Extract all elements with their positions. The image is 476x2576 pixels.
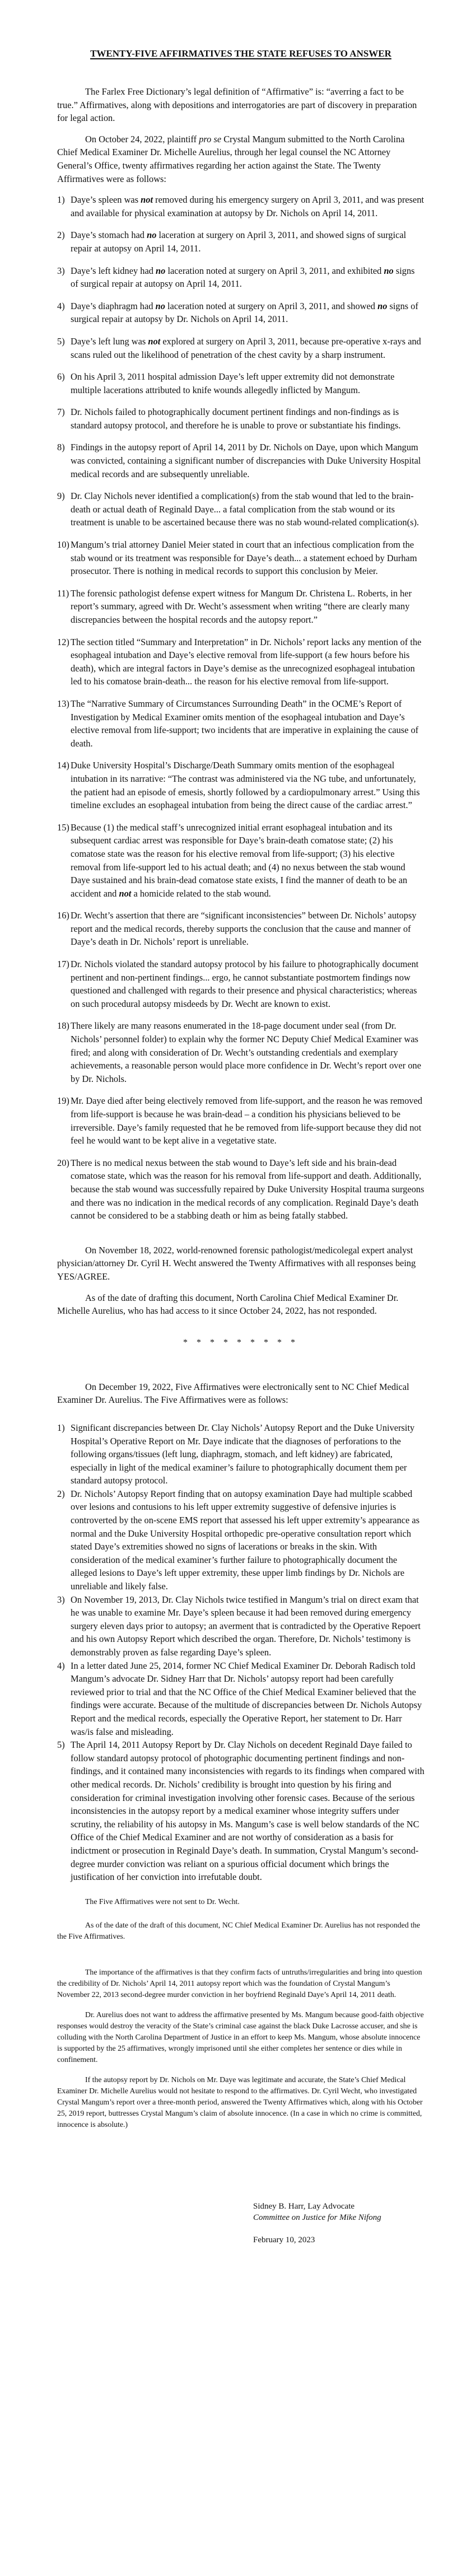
list-item — [57, 228, 424, 255]
spacer — [57, 2139, 424, 2201]
emphasis-text: no — [147, 230, 157, 241]
list-item — [57, 587, 424, 627]
list-item-text — [71, 336, 421, 360]
list-item-number: 19) — [57, 1095, 69, 1107]
emphasis-text: no — [156, 265, 166, 276]
list-item-number: 10) — [57, 539, 69, 550]
list-item — [57, 697, 424, 750]
twenty-affirmatives-list — [57, 193, 424, 1222]
list-item — [57, 821, 424, 900]
text-span: Dr. Nichols’ Autopsy Report finding that on autopsy examination Daye had multiple scabbed over lesions and contusions to his left upper extremity suggestive of defensive injuries is controverted by the on-scene EMS report that assessed his left upper extremity’s appearance as normal and the Duke University Hospital orthopedic pre-operative consultation report which stated Daye’s extremities showed no signs of lacerations or breaks in the skin. With consideration of the medical examiner’s further failure to photographically document the alleged lesions to Daye’s left upper extremity, these upper limb findings by Dr. Nichols are unreliable and likely false. — [71, 1488, 420, 1592]
no-response-paragraph: As of the date of drafting this document, North Carolina Chief Medical Examiner Dr. Michelle Aurelius, who has had access to it since October 24, 2022, has not responded. — [57, 1292, 399, 1317]
text-span: The section titled “Summary and Interpretation” in Dr. Nichols’ report lacks any mention of the esophageal intubation and Daye’s elective removal from life-support (a few hours before his death), which are integral factors in Daye’s demise as the unrecognized esophageal intubation led to his comatose brain-death... the reason for his elective removal from life-support. — [71, 636, 422, 687]
list-item-text — [71, 1095, 422, 1146]
october-submission-paragraph — [57, 133, 424, 185]
not-sent-paragraph: The Five Affirmatives were not sent to Dr. Wecht. — [85, 1897, 240, 1906]
five-affirmatives-list — [57, 1421, 424, 1884]
list-item-text — [71, 959, 418, 1009]
text-span: There likely are many reasons enumerated in the 18-page document under seal (from Dr. Nichols’ personnel folder) to explain why the former NC Deputy Chief Medical Examiner was fired; and along with consideration of Dr. Wecht’s outstanding credentials and exemplary achievements, a reasonable person would place more confidence in Dr. Wecht’s report over one by Dr. Nichols. — [71, 1020, 421, 1084]
list-item-number: 1) — [57, 1422, 65, 1433]
list-item — [57, 1156, 424, 1222]
signature-date: February 10, 2023 — [253, 2235, 315, 2244]
spacer — [57, 1231, 424, 1244]
list-item — [57, 300, 424, 326]
list-item-number: 11) — [57, 587, 69, 599]
text-span: Significant discrepancies between Dr. Clay Nichols’ Autopsy Report and the Duke University Hospital’s Operative Report on Mr. Daye indicate that the diagnoses of perforations to the following organs/tissues (left lung, diaphragm, stomach, and left kidney) are fabricated, especially in light of the medical examiner’s failure to photographically document them per standard autopsy protocol. — [71, 1422, 415, 1486]
document-title: TWENTY-FIVE AFFIRMATIVES THE STATE REFUSES TO ANSWER — [90, 48, 391, 59]
list-item — [57, 1659, 424, 1739]
list-item-text — [71, 491, 419, 528]
text-span: a homicide related to the stab wound. — [131, 888, 271, 899]
list-item — [57, 538, 424, 578]
list-item — [57, 441, 424, 480]
text-span: Mr. Daye died after being electively removed from life-support, and the reason he was removed from life-support is because he was brain-dead – a condition his physicians believed to be irreversible. Daye’s family requested that he be removed from life-support because they did not feel he would want to be kept alive in a vegetative state. — [71, 1095, 423, 1146]
text-span: laceration noted at surgery on April 3, 2011, and exhibited — [165, 265, 384, 276]
list-item-text — [71, 1594, 421, 1658]
text-span: Crystal Mangum submitted to the North Carolina Chief Medical Examiner Dr. Michelle Aurelius, through her legal counsel the NC Attorney General’s Office, twenty affirmatives regarding her action against the State. The Twenty Affirmatives were as follows: — [57, 133, 405, 184]
list-item-text — [71, 371, 394, 395]
signer-organization: Committee on Justice for Mike Nifong — [253, 2213, 381, 2222]
list-item — [57, 489, 424, 529]
text-span: The “Narrative Summary of Circumstances Surrounding Death” in the OCME’s Report of Investigation by Medical Examiner omits mention of the esophageal intubation and Daye’s elective removal from life-support; two incidents that are imperative in explaining the cause of death. — [71, 698, 419, 749]
list-item — [57, 1487, 424, 1593]
list-item-text — [71, 1660, 422, 1737]
text-span: Because (1) the medical staff’s unrecognized initial errant esophageal intubation and its subsequent cardiac arrest was responsible for Daye’s brain-death comatose state; (2) his comatose state was the reason for his elective removal from life-support; (3) his elective removal from life-support led to his actual death; and (4) no nexus between the stab wound Daye sustained and his brain-dead comatose state exists, I find the manner of death to be an accident and — [71, 822, 408, 899]
text-span: Dr. Clay Nichols never identified a complication(s) from the stab wound that led to the brain-death or actual death of Reginald Daye... a fatal complication from the stab wound or its treatment is unable to be ascertained because there was no stab wound-related complication(s). — [71, 491, 419, 528]
list-item-number: 17) — [57, 959, 69, 970]
text-span: Mangum’s trial attorney Daniel Meier stated in court that an infectious complication from the stab wound or its treatment was responsible for Daye’s death... a statement echoed by Durham prosecutor. There is nothing in medical records to support this conclusion by Meier. — [71, 539, 417, 577]
text-span: On October 24, 2022, plaintiff — [85, 133, 199, 144]
list-item-text — [71, 1158, 424, 1221]
list-item — [57, 335, 424, 361]
text-span: Daye’s left kidney had — [71, 265, 156, 276]
emphasis-text: not — [141, 194, 153, 206]
list-item-text — [71, 822, 407, 899]
list-item-text — [71, 194, 424, 218]
list-item — [57, 1421, 424, 1487]
list-item-number: 16) — [57, 910, 69, 921]
text-span: In a letter dated June 25, 2014, former NC Chief Medical Examiner Dr. Deborah Radisch told Mangum’s advocate Dr. Sidney Harr that Dr. Nichols’ autopsy report had been carefully reviewed prior to trial and that the NC Office of the Chief Medical Examiner believed that the findings were accurate. Because of the multitude of discrepancies between Dr. Nichols Autopsy Report and the medical records, especially the Operative Report, her statement to Dr. Harr was/is false and misleading. — [71, 1660, 422, 1737]
list-item-number: 12) — [57, 636, 69, 647]
list-item-number: 2) — [57, 230, 65, 241]
signature-block — [253, 2201, 424, 2246]
text-span: There is no medical nexus between the stab wound to Daye’s left side and his brain-dead comatose state, which was the reason for his removal from life-support and death. Additionally, because the stab wound was successfully repaired by Duke University Hospital trauma surgeons and there was no indication in the medical records of any complication. Reginald Daye’s death cannot be considered to be a stabbing death or him as being fatally stabbed. — [71, 1157, 424, 1221]
text-span: Daye’s spleen was — [71, 194, 141, 206]
list-item-text — [71, 637, 421, 687]
text-span: Duke University Hospital’s Discharge/Death Summary omits mention of the esophageal intubation in its narrative: “The contrast was administered via the NG tube, and unfortunately, the patient had an episode of emesis, shortly followed by a cardiopulmonary arrest.” Using this timeline excludes an esophageal intubation from being the direct cause of the cardiac arrest.” — [71, 760, 420, 811]
list-item-text — [71, 407, 400, 431]
list-item-number: 15) — [57, 822, 69, 833]
list-item-number: 18) — [57, 1020, 69, 1032]
list-item-number: 6) — [57, 371, 65, 382]
list-item-text — [71, 1739, 424, 1882]
section-separator: * * * * * * * * * — [183, 1337, 298, 1347]
list-item — [57, 909, 424, 949]
emphasis-text: no — [377, 300, 388, 311]
wecht-answer-paragraph: On November 18, 2022, world-renowned forensic pathologist/medicolegal expert analyst physician/attorney Dr. Cyril H. Wecht answered the Twenty Affirmatives with all responses being YES/AGREE. — [57, 1244, 416, 1282]
text-span: On November 19, 2013, Dr. Clay Nichols twice testified in Mangum’s trial on direct exam that he was unable to examine Mr. Daye’s spleen because it had been removed during emergency surgery eleven days prior to autopsy; an averment that is contradicted by the Operative Repoert and his own Autopsy Report which described the organ. Therefore, Dr. Nichols’ testimony is demonstrably proven as false regarding Daye’s spleen. — [71, 1594, 421, 1658]
list-item — [57, 636, 424, 688]
list-item-number: 5) — [57, 1739, 65, 1751]
list-item-number: 1) — [57, 194, 65, 206]
list-item-text — [71, 230, 406, 254]
text-span: Dr. Nichols violated the standard autopsy protocol by his failure to photographically document pertinent and non-pertinent findings... ergo, he cannot substantiate postmortem findings now questioned and challenged with regards to their presence and physical characteristics; whereas on such procedural autopsy misdeeds by Dr. Wecht are known to exist. — [71, 959, 419, 1009]
list-item-number: 3) — [57, 1594, 65, 1605]
importance-paragraph: The importance of the affirmatives is that they confirm facts of untruths/irregularities and bring into question the credibility of Dr. Nichols’ April 14, 2011 autopsy report which was the foundation of Crystal Mangum’s November 22, 2013 second-degree murder conviction in her boyfriend Reginald Daye’s April 14, 2011 death. — [57, 1967, 422, 1999]
text-span: The April 14, 2011 Autopsy Report by Dr. Clay Nichols on decedent Reginald Daye failed to follow standard autopsy protocol of photographic documenting pertinent findings and non-findings, and it contained many inconsistencies with regards to its findings when compared with other medical records. Dr. Nichols’ credibility is brought into question by his firing and consideration for criminal investigation involving other forensic cases. Because of the serious inconsistencies in the autopsy report by a medical examiner whose integrity suffers under scrutiny, the reliability of his autopsy in Ms. Mangum’s case is well below standards of the NC Office of the Chief Medical Examiner and are not worthy of consideration as a basis for indictment or prosecution in Reginald Daye’s death. In summation, Crystal Mangum’s second-degree murder conviction was reliant on a spurious official document which brings the justification of her conviction into irrefutable doubt. — [71, 1739, 424, 1883]
text-span: signs of surgical repair at autopsy by Dr. Nichols on April 14, 2011. — [71, 300, 418, 325]
signer-name: Sidney B. Harr, Lay Advocate — [253, 2201, 355, 2211]
aurelius-paragraph: Dr. Aurelius does not want to address the affirmative presented by Ms. Mangum because good-faith objective responses would destroy the veracity of the State’s criminal case against the black Duke Lacrosse accuser, and she is colluding with the North Carolina Department of Justice in an effort to keep Ms. Mangum, whose absolute innocence is supported by the 25 affirmatives, wrongly imprisoned until she either completes her sentence or dies while in confinement. — [57, 2010, 424, 2064]
list-item — [57, 1094, 424, 1147]
list-item-text — [71, 301, 418, 325]
list-item-text — [71, 539, 417, 576]
text-span: Daye’s left lung was — [71, 335, 148, 347]
list-item-number: 8) — [57, 442, 65, 453]
five-no-response-paragraph: As of the date of the draft of this document, NC Chief Medical Examiner Dr. Aurelius has not responded the the Five Affirmatives. — [57, 1920, 421, 1940]
list-item-text — [71, 698, 418, 749]
list-item-number: 2) — [57, 1488, 65, 1499]
list-item-number: 5) — [57, 335, 65, 347]
text-span: laceration noted at surgery on April 3, 2011, and showed — [165, 300, 378, 311]
text-span: laceration at surgery on April 3, 2011, and showed signs of surgical repair at autopsy on April 14, 2011. — [71, 230, 407, 254]
text-span: The forensic pathologist defense expert witness for Mangum Dr. Christena L. Roberts, in her report’s summary, agreed with Dr. Wecht’s assessment when writing “there are clearly many discrepancies between the hospital records and the autopsy report.” — [71, 587, 412, 625]
list-item-text — [71, 442, 421, 479]
pro-se-italic: pro se — [199, 133, 222, 144]
list-item-number: 20) — [57, 1157, 69, 1168]
text-span: Dr. Wecht’s assertion that there are “significant inconsistencies” between Dr. Nichols’ autopsy report and the medical records, thereby supports the conclusion that the cause and manner of Daye’s death in Dr. Nichols’ report is unreliable. — [71, 910, 417, 948]
list-item — [57, 370, 424, 396]
text-span: Dr. Nichols failed to photographically document pertinent findings and non-findings as is standard autopsy protocol, and therefore he is unable to prove or substantiate his findings. — [71, 407, 401, 431]
list-item-number: 9) — [57, 491, 65, 502]
intro-paragraph: The Farlex Free Dictionary’s legal definition of “Affirmative” is: “averring a fact to be true.” Affirmatives, along with depositions and interrogatories are part of discovery in preparation for legal action. — [57, 86, 417, 124]
list-item — [57, 759, 424, 811]
spacer — [57, 1884, 424, 1896]
list-item-number: 14) — [57, 760, 69, 771]
list-item-text — [71, 265, 415, 290]
list-item-text — [71, 588, 412, 625]
emphasis-text: no — [155, 300, 165, 311]
list-item-number: 7) — [57, 407, 65, 418]
list-item — [57, 1019, 424, 1085]
text-span: removed during his emergency surgery on April 3, 2011, and was present and available for physical examination at autopsy by Dr. Nichols on April 14, 2011. — [71, 194, 424, 218]
list-item — [57, 193, 424, 220]
text-span: Daye’s diaphragm had — [71, 300, 156, 311]
december-five-affirmatives-paragraph: On December 19, 2022, Five Affirmatives were electronically sent to NC Chief Medical Examiner Dr. Aurelius. The Five Affirmatives were as follows: — [57, 1381, 409, 1406]
list-item — [57, 958, 424, 1010]
text-span: explored at surgery on April 3, 2011, because pre-operative x-rays and scans ruled out the likelihood of penetration of the chest cavity by a sharp instrument. — [71, 335, 421, 360]
emphasis-text: no — [384, 265, 394, 276]
list-item — [57, 405, 424, 432]
list-item-text — [71, 760, 420, 810]
list-item-text — [71, 910, 417, 947]
emphasis-text: not — [148, 335, 161, 347]
text-span: Daye’s stomach had — [71, 230, 147, 241]
legitimate-paragraph: If the autopsy report by Dr. Nichols on Mr. Daye was legitimate and accurate, the State’s Chief Medical Examiner Dr. Michelle Aurelius would not hesitate to respond to the affirmatives. Dr. Cyril Wecht, who investigated Crystal Mangum’s report over a three-month period, answered the Twenty Affirmatives which, along with his October 25, 2019 report, buttresses Crystal Mangum’s claim of absolute innocence. (In a case in which no crime is committed, innocence is absolute.) — [57, 2075, 423, 2129]
text-span: On his April 3, 2011 hospital admission Daye’s left upper extremity did not demonstrate multiple lacerations attributed to knife wounds allegedly inflicted by Mangum. — [71, 371, 395, 395]
list-item-number: 13) — [57, 698, 69, 709]
list-item-text — [71, 1020, 421, 1084]
list-item-number: 3) — [57, 265, 65, 276]
list-item — [57, 1738, 424, 1884]
list-item — [57, 264, 424, 291]
list-item-number: 4) — [57, 1660, 65, 1671]
list-item-number: 4) — [57, 300, 65, 311]
text-span: signs of surgical repair at autopsy on April 14, 2011. — [71, 265, 415, 290]
list-item-text — [71, 1422, 414, 1486]
text-span: Findings in the autopsy report of April 14, 2011 by Dr. Nichols on Daye, upon which Mangum was convicted, containing a significant number of discrepancies with Duke University Hospital medical records and are subsequently unreliable. — [71, 442, 421, 479]
list-item — [57, 1593, 424, 1659]
list-item-text — [71, 1488, 419, 1592]
emphasis-text: not — [119, 888, 132, 899]
